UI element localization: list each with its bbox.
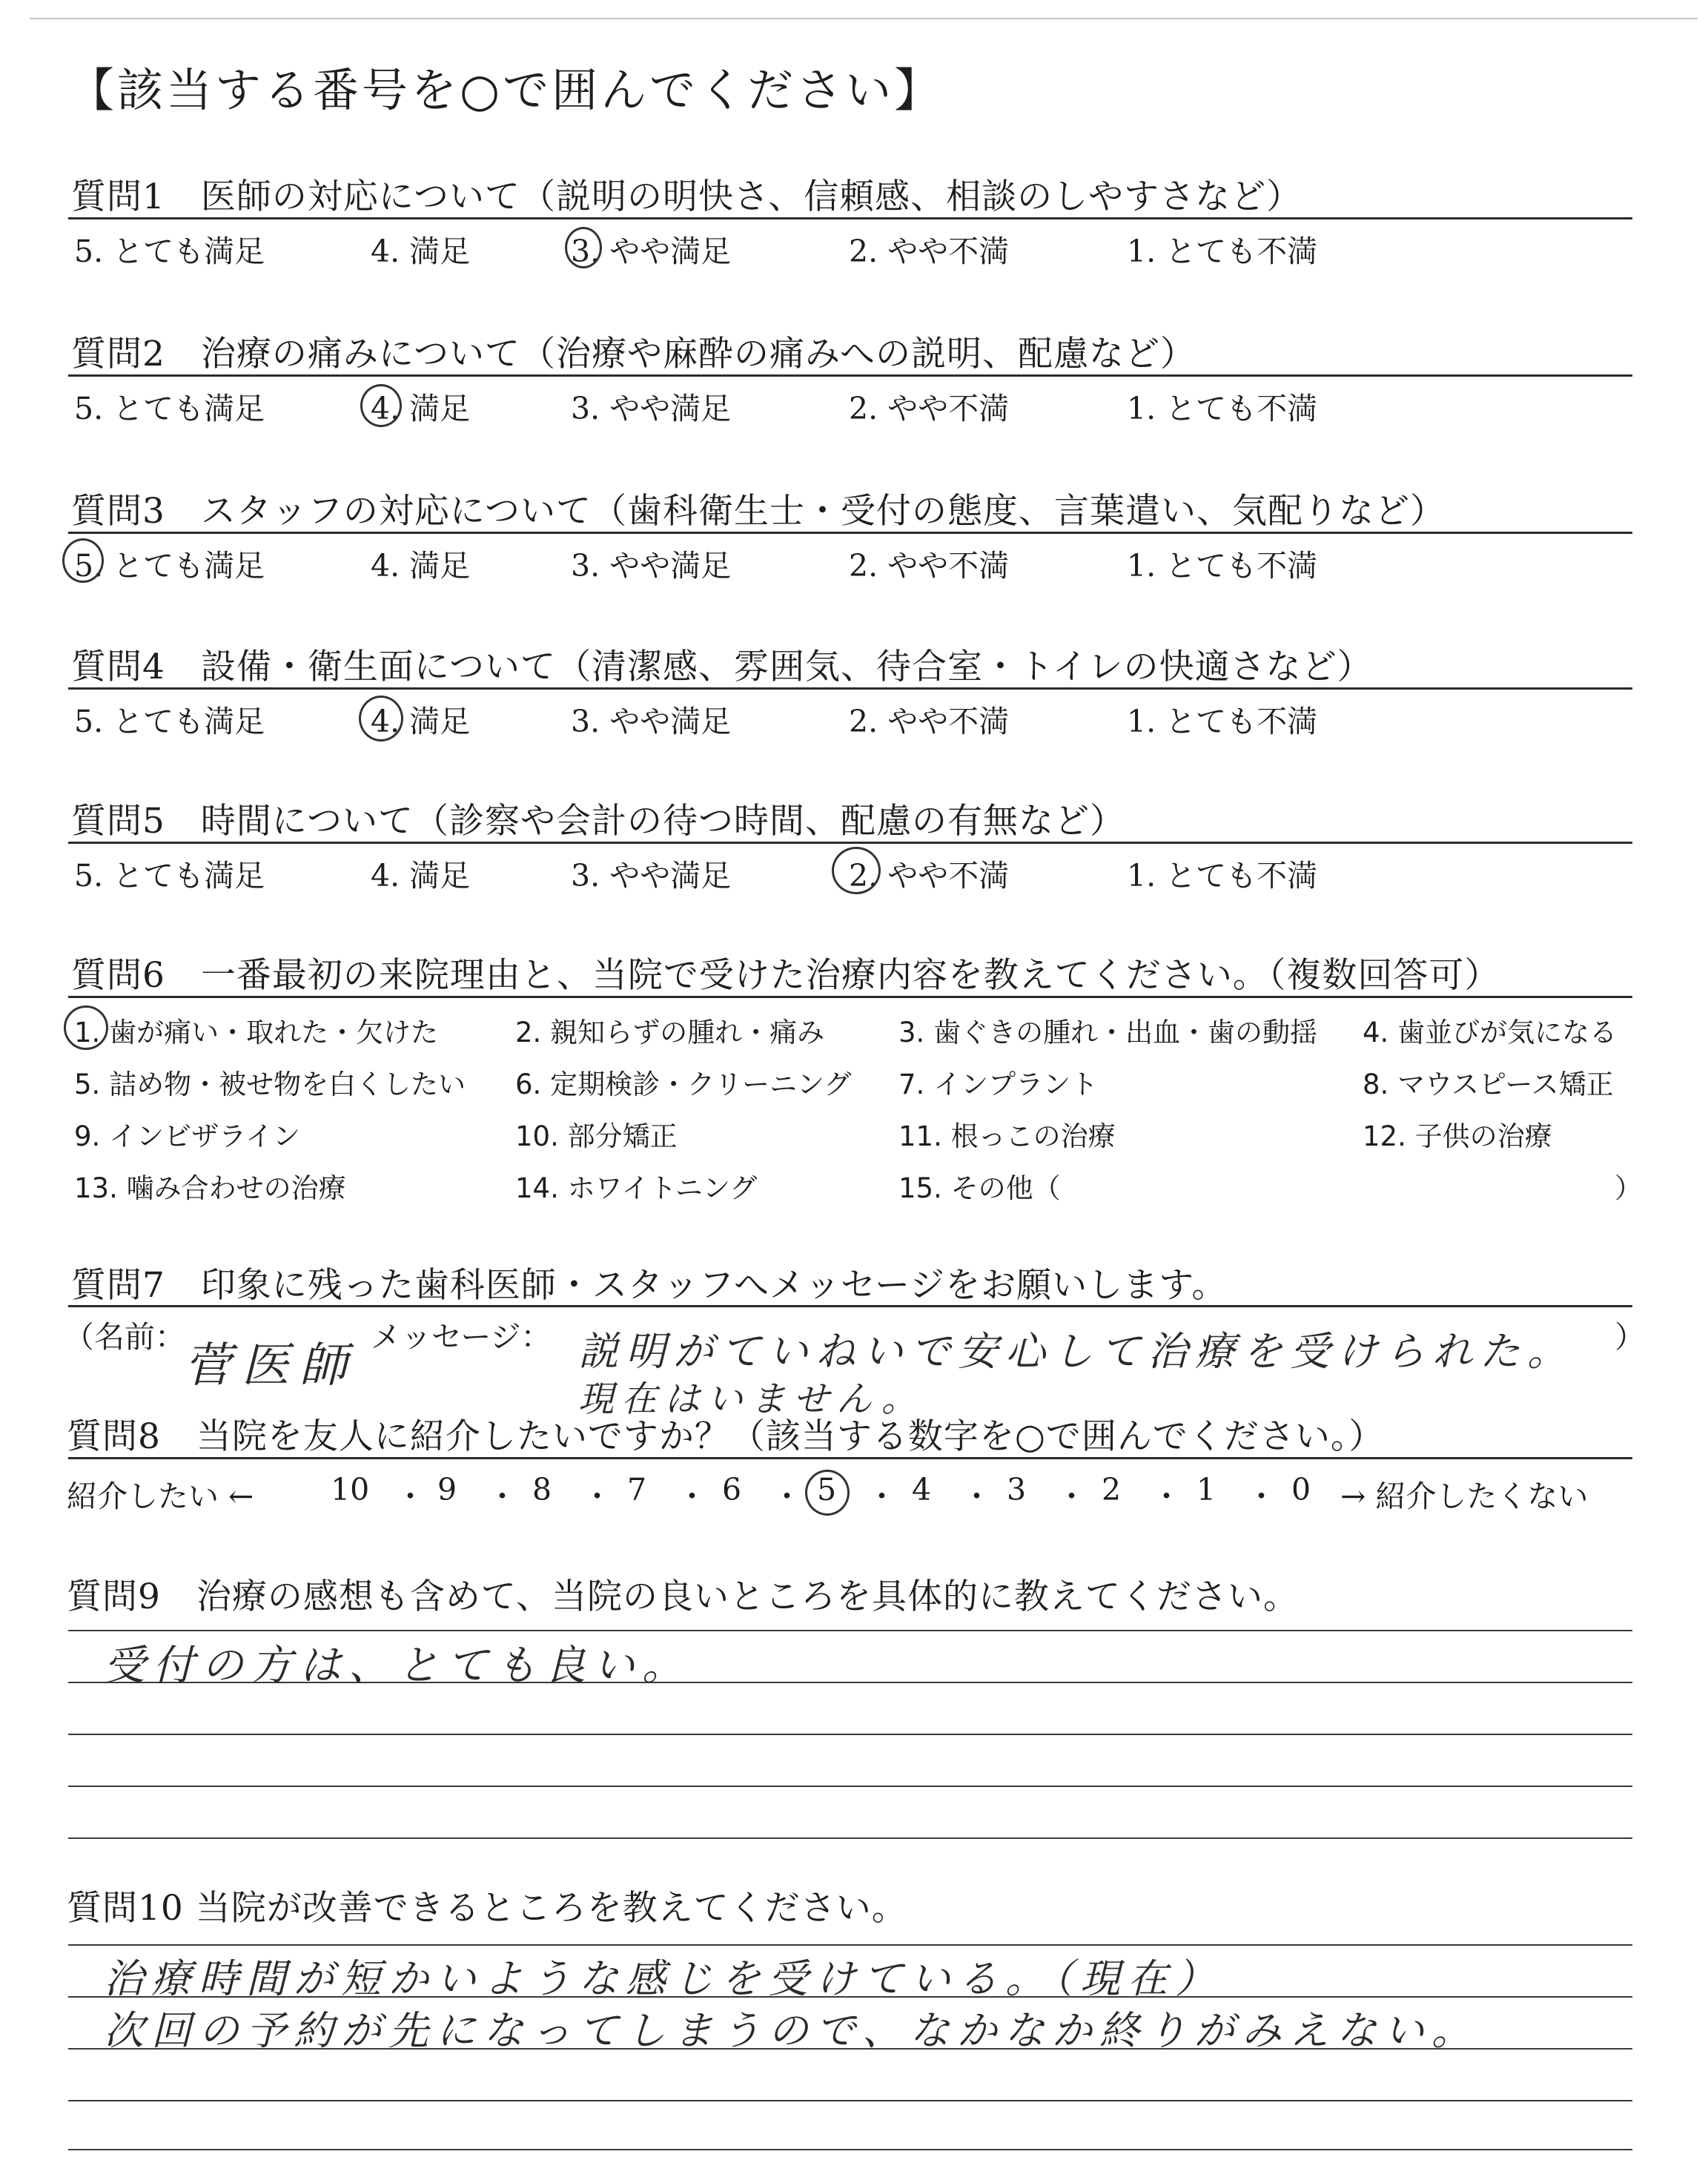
q4-title: 質問4 設備・衛生面について（清潔感、雰囲気、待合室・トイレの快適さなど）: [71, 647, 1373, 687]
q8-dot: ・: [1151, 1479, 1182, 1514]
q3-option-4[interactable]: 4. 満足: [371, 548, 471, 584]
q8-right-label: → 紹介したくない: [1340, 1479, 1589, 1514]
q6-option-3[interactable]: 3. 歯ぐきの腫れ・出血・歯の動揺: [898, 1017, 1318, 1048]
q4-rule: [68, 687, 1632, 690]
q8-dot: ・: [961, 1479, 992, 1514]
q1-option-3[interactable]: 3. やや満足: [571, 234, 732, 269]
q7-close-paren: ）: [1615, 1319, 1645, 1355]
q10-answer-2: 次回の予約が先になってしまうので、なかなか終りがみえない。: [104, 2007, 1479, 2054]
q8-title: 質問8 当院を友人に紹介したいですか？（該当する数字を○で囲んでください。）: [67, 1416, 1385, 1457]
q8-dot: ・: [395, 1479, 426, 1514]
q3-rule: [68, 532, 1632, 534]
q5-option-5[interactable]: 5. とても満足: [74, 858, 265, 894]
q2-option-4[interactable]: 4. 満足: [371, 391, 471, 426]
q6-option-4[interactable]: 4. 歯並びが気になる: [1363, 1017, 1618, 1048]
q6-option-15[interactable]: 15. その他（: [898, 1172, 1061, 1204]
q4-option-2[interactable]: 2. やや不満: [849, 704, 1010, 739]
q4-option-5[interactable]: 5. とても満足: [74, 704, 265, 739]
q2-option-3[interactable]: 3. やや満足: [571, 391, 732, 426]
q2-rule: [68, 374, 1632, 377]
q10-answer-1: 治療時間が短かいような感じを受けている。（現在）: [104, 1955, 1222, 2002]
q8-scale-10[interactable]: 10: [331, 1472, 370, 1507]
q1-option-1[interactable]: 1. とても不満: [1127, 234, 1318, 269]
q6-option-9[interactable]: 9. インビザライン: [74, 1120, 300, 1152]
q4-option-4[interactable]: 4. 満足: [371, 704, 471, 739]
q2-option-1[interactable]: 1. とても不満: [1127, 391, 1318, 426]
q5-option-4[interactable]: 4. 満足: [371, 858, 471, 894]
q9-answer-line: [68, 1630, 1632, 1631]
q10-answer-line: [68, 2100, 1632, 2101]
q3-option-1[interactable]: 1. とても不満: [1127, 548, 1318, 584]
q6-rule: [68, 996, 1632, 998]
q9-answer-line: [68, 1837, 1632, 1839]
q4-selected-circle: [359, 696, 403, 742]
q9-answer: 受付の方は、とても良い。: [104, 1642, 691, 1690]
q6-option-13[interactable]: 13. 噛み合わせの治療: [74, 1172, 346, 1204]
q1-title: 質問1 医師の対応について（説明の明快さ、信頼感、相談のしやすさなど）: [71, 176, 1302, 217]
q6-option-7[interactable]: 7. インプラント: [898, 1069, 1099, 1100]
q3-selected-circle: [62, 538, 104, 583]
q4-option-1[interactable]: 1. とても不満: [1127, 704, 1318, 739]
q6-title: 質問6 一番最初の来院理由と、当院で受けた治療内容を教えてください。（複数回答可）: [71, 955, 1500, 996]
q9-answer-line: [68, 1786, 1632, 1787]
q5-title: 質問5 時間について（診察や会計の待つ時間、配慮の有無など）: [71, 801, 1125, 842]
q3-option-2[interactable]: 2. やや不満: [849, 548, 1010, 584]
q8-scale-6[interactable]: 6: [722, 1472, 742, 1507]
q8-scale-2[interactable]: 2: [1102, 1472, 1122, 1507]
q6-option-5[interactable]: 5. 詰め物・被せ物を白くしたい: [74, 1069, 466, 1100]
q1-option-4[interactable]: 4. 満足: [371, 234, 471, 269]
q1-rule: [68, 217, 1632, 219]
q8-scale-5[interactable]: 5: [817, 1472, 837, 1507]
q8-scale-3[interactable]: 3: [1007, 1472, 1027, 1507]
q8-scale-4[interactable]: 4: [912, 1472, 932, 1507]
q6-option-10[interactable]: 10. 部分矯正: [515, 1120, 678, 1152]
q7-name-answer: 菅医師: [184, 1338, 357, 1393]
q7-message-answer-2: 現在はいません。: [578, 1378, 924, 1420]
q5-option-1[interactable]: 1. とても不満: [1127, 858, 1318, 894]
q8-dot: ・: [867, 1479, 897, 1514]
q10-answer-line: [68, 2149, 1632, 2150]
q8-dot: ・: [582, 1479, 612, 1514]
q9-answer-line: [68, 1734, 1632, 1735]
q3-title: 質問3 スタッフの対応について（歯科衛生士・受付の態度、言葉遣い、気配りなど）: [71, 491, 1446, 532]
q5-selected-circle: [832, 847, 881, 894]
q6-option-8[interactable]: 8. マウスピース矯正: [1363, 1069, 1614, 1100]
q8-left-label: 紹介したい ←: [67, 1479, 254, 1514]
q8-dot: ・: [772, 1479, 802, 1514]
q7-message-label: メッセージ：: [371, 1319, 552, 1355]
scan-top-edge: [30, 18, 1698, 19]
q2-title: 質問2 治療の痛みについて（治療や麻酔の痛みへの説明、配慮など）: [71, 334, 1196, 374]
q6-option-14[interactable]: 14. ホワイトニング: [515, 1172, 758, 1204]
q2-selected-circle: [360, 384, 402, 427]
q1-option-5[interactable]: 5. とても満足: [74, 234, 265, 269]
q8-dot: ・: [487, 1479, 517, 1514]
q8-scale-0[interactable]: 0: [1291, 1472, 1311, 1507]
q10-answer-line: [68, 1944, 1632, 1946]
q8-scale-7[interactable]: 7: [627, 1472, 647, 1507]
q9-title: 質問9 治療の感想も含めて、当院の良いところを具体的に教えてください。: [67, 1576, 1299, 1617]
q6-option-1[interactable]: 1. 歯が痛い・取れた・欠けた: [74, 1017, 439, 1048]
q6-option-6[interactable]: 6. 定期検診・クリーニング: [515, 1069, 852, 1100]
q2-option-2[interactable]: 2. やや不満: [849, 391, 1010, 426]
q6-option-12[interactable]: 12. 子供の治療: [1363, 1120, 1552, 1152]
q6-selected-circle: [64, 1005, 108, 1050]
q8-dot: ・: [1056, 1479, 1087, 1514]
q7-title: 質問7 印象に残った歯科医師・スタッフへメッセージをお願いします。: [71, 1265, 1228, 1306]
q3-option-5[interactable]: 5. とても満足: [74, 548, 265, 584]
q2-option-5[interactable]: 5. とても満足: [74, 391, 265, 426]
q1-option-2[interactable]: 2. やや不満: [849, 234, 1010, 269]
form-header: 【該当する番号を○で囲んでください】: [68, 63, 944, 117]
q5-option-3[interactable]: 3. やや満足: [571, 858, 732, 894]
q1-selected-circle: [565, 227, 602, 268]
q7-message-answer: 説明がていねいで安心して治療を受けられた。: [578, 1328, 1575, 1375]
q8-scale-9[interactable]: 9: [437, 1472, 457, 1507]
q7-rule: [68, 1305, 1632, 1307]
q6-other-close-paren: ）: [1615, 1172, 1642, 1204]
q8-rule: [68, 1457, 1632, 1459]
q8-selected-circle: [805, 1470, 850, 1516]
q5-rule: [68, 842, 1632, 844]
q3-option-3[interactable]: 3. やや満足: [571, 548, 732, 584]
q8-scale-8[interactable]: 8: [532, 1472, 552, 1507]
q7-name-label: （名前：: [64, 1319, 185, 1355]
q8-scale-1[interactable]: 1: [1196, 1472, 1217, 1507]
q5-option-2[interactable]: 2. やや不満: [849, 858, 1010, 894]
q10-title: 質問10 当院が改善できるところを教えてください。: [67, 1888, 907, 1929]
q4-option-3[interactable]: 3. やや満足: [571, 704, 732, 739]
q8-dot: ・: [1246, 1479, 1277, 1514]
q6-option-2[interactable]: 2. 親知らずの腫れ・痛み: [515, 1017, 825, 1048]
q6-option-11[interactable]: 11. 根っこの治療: [898, 1120, 1116, 1152]
q8-dot: ・: [677, 1479, 707, 1514]
